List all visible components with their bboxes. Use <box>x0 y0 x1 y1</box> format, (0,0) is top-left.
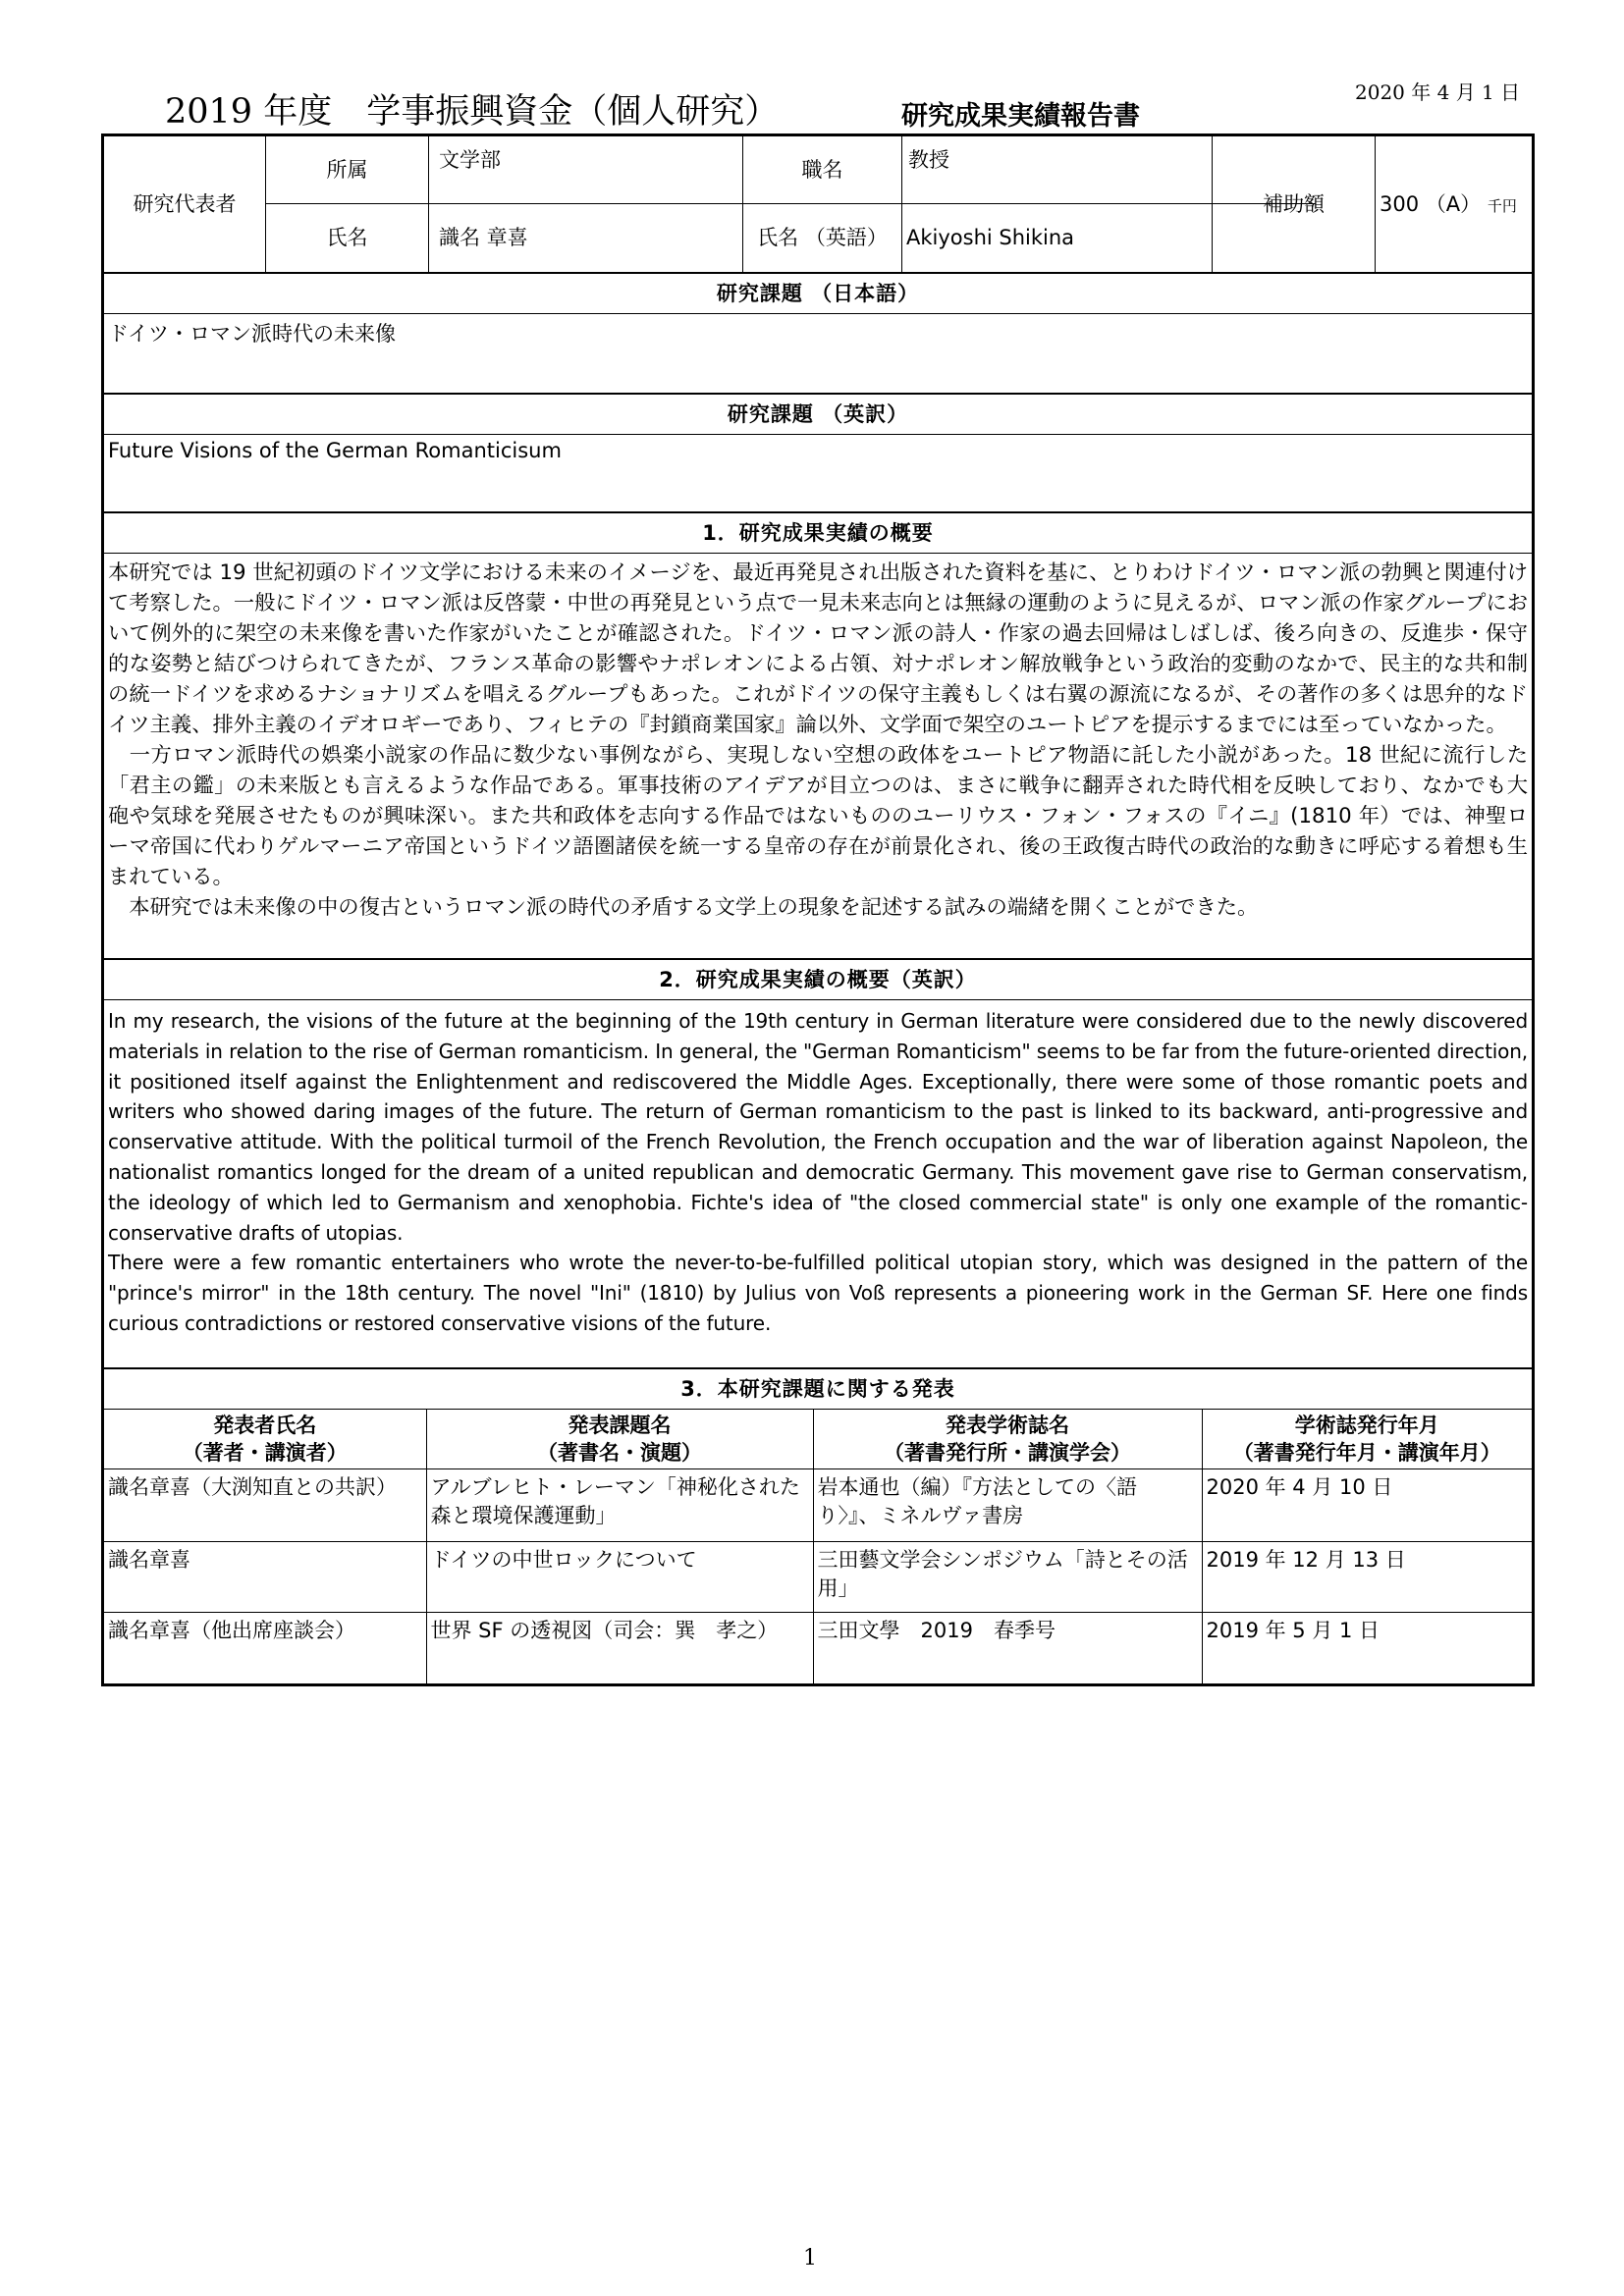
column-header: 発表課題名 （著書名・演題） <box>426 1410 813 1469</box>
grant-value: 300 （A） <box>1380 192 1482 216</box>
publications-header-row <box>104 1410 1532 1469</box>
summary-jp-paragraph: 本研究では 19 世紀初頭のドイツ文学における未来のイメージを、最近再発見され出版された資料を基に、とりわけドイツ・ロマン派の勃興と関連付けて考察した。一般にドイツ・ロマン派は反啓蒙・中世の再発見という点で一見未来志向とは無縁の運動のように見えるが、ロマン派の作家グループにおいて例外的に架空の未来像を書いた作家がいたことが確認された。ドイツ・ロマン派の詩人・作家の過去回帰はしばしば、後ろ向きの、反進歩・保守的な姿勢と結びつけられてきたが、フランス革命の影響やナポレオンによる占領、対ナポレオン解放戦争という政治的変動のなかで、民主的な共和制の統一ドイツを求めるナショナリズムを唱えるグループもあった。これがドイツの保守主義もしくは右翼の源流になるが、その著作の多くは思弁的なドイツ主義、排外主義のイデオロギーであり、フィヒテの『封鎖商業国家』論以外、文学面で架空のユートピアを提示するまでには至っていなかった。 <box>108 561 1528 737</box>
table-cell: 2020 年 4 月 10 日 <box>1202 1469 1532 1542</box>
table-cell: 2019 年 5 月 1 日 <box>1202 1613 1532 1683</box>
topic-jp-body <box>104 314 1532 395</box>
affiliation-label: 所属 <box>265 136 428 203</box>
topic-jp-text: ドイツ・ロマン派時代の未来像 <box>108 322 396 346</box>
table-row <box>104 1542 1532 1613</box>
grant-label: 補助額 <box>1212 136 1375 272</box>
summary-en-paragraph: There were a few romantic entertainers who wrote the never-to-be-fulfilled political utopian story, which was designed in the pattern of the "prince's mirror" in the 18th century. The novel "Ini" (1810) by Julius von Voß represents a pioneering work in the German SF. Here one finds curious contradictions or restored conservative visions of the future. <box>108 1251 1528 1335</box>
summary-en-body <box>104 1000 1532 1369</box>
table-cell: 岩本通也（編）『方法としての〈語り〉』、ミネルヴァ書房 <box>813 1469 1202 1542</box>
table-cell: 2019 年 12 月 13 日 <box>1202 1542 1532 1613</box>
name-label: 氏名 <box>265 204 428 272</box>
summary-jp-heading: 1．研究成果実績の概要 <box>104 513 1532 554</box>
table-cell: 識名章喜 <box>104 1542 426 1613</box>
affiliation-value: 文学部 <box>428 136 742 203</box>
summary-en-paragraph: In my research, the visions of the future at the beginning of the 19th century in German literature were considered due to the newly discovered materials in relation to the rise of German romanticism. In general, the "German Romanticism" seems to be far from the future-oriented direction, it positioned itself against the Enlightenment and rediscovered the Middle Ages. Exceptionally, there were some of those romantic poets and writers who showed daring images of the future. The return of German romanticism to the past is linked to its backward, anti-progressive and conservative attitude. With the political turmoil of the French Revolution, the French occupation and the war of liberation against Napoleon, the nationalist romantics longed for the dream of a united republican and democratic Germany. This movement gave rise to German conservatism, the ideology of which led to Germanism and xenophobia. Fichte's idea of "the closed commercial state" is only one example of the romantic-conservative drafts of utopias. <box>108 1009 1528 1245</box>
column-header: 発表者氏名 （著者・講演者） <box>104 1410 426 1469</box>
report-form <box>101 133 1535 1686</box>
topic-jp-heading: 研究課題 （日本語） <box>104 274 1532 314</box>
researcher-info <box>104 136 1532 274</box>
table-cell: 識名章喜（大渕知直との共訳） <box>104 1469 426 1542</box>
page-title: 2019 年度 学事振興資金（個人研究） <box>165 92 780 132</box>
table-cell: アルブレヒト・レーマン「神秘化された森と環境保護運動」 <box>426 1469 813 1542</box>
page-number: 1 <box>803 2246 817 2270</box>
grant-unit: 千円 <box>1487 197 1517 215</box>
position-value: 教授 <box>901 136 1212 203</box>
publications-heading: 3．本研究課題に関する発表 <box>104 1369 1532 1410</box>
name-value: 識名 章喜 <box>428 204 742 272</box>
page-subtitle: 研究成果実績報告書 <box>901 101 1140 132</box>
table-cell: 世界 SF の透視図（司会：巽 孝之） <box>426 1613 813 1683</box>
publications-table <box>104 1410 1532 1683</box>
summary-en-heading: 2．研究成果実績の概要（英訳） <box>104 960 1532 1000</box>
position-label: 職名 <box>742 136 901 203</box>
summary-jp-paragraph: 一方ロマン派時代の娯楽小説家の作品に数少ない事例ながら、実現しない空想の政体をユートピア物語に託した小説があった。18 世紀に流行した「君主の鑑」の未来版とも言えるような作品である。軍事技術のアイデアが目立つのは、まさに戦争に翻弄された時代相を反映しており、なかでも大砲や気球を発展させたものが興味深い。また共和政体を志向する作品ではないもののユーリウス・フォン・フォスの『イニ』(1810 年）では、神聖ローマ帝国に代わりゲルマーニア帝国というドイツ語圏諸侯を統一する皇帝の存在が前景化され、後の王政復古時代の政治的な動きに呼応する着想も生まれている。 <box>108 743 1528 889</box>
summary-jp-paragraph: 本研究では未来像の中の復古というロマン派の時代の矛盾する文学上の現象を記述する試みの端緒を開くことができた。 <box>108 895 1259 920</box>
column-header: 発表学術誌名 （著書発行所・講演学会） <box>813 1410 1202 1469</box>
name-en-label: 氏名 （英語） <box>742 204 901 272</box>
table-cell: 三田藝文学会シンポジウム「詩とその活用」 <box>813 1542 1202 1613</box>
topic-en-text: Future Visions of the German Romanticisum <box>108 439 562 462</box>
topic-en-heading: 研究課題 （英訳） <box>104 395 1532 435</box>
grant-amount <box>1375 136 1532 272</box>
table-row <box>104 1613 1532 1683</box>
table-cell: 三田文學 2019 春季号 <box>813 1613 1202 1683</box>
table-row <box>104 1469 1532 1542</box>
report-date: 2020 年 4 月 1 日 <box>1355 80 1521 104</box>
column-header: 学術誌発行年月 （著書発行年月・講演年月） <box>1202 1410 1532 1469</box>
representative-label: 研究代表者 <box>133 192 237 216</box>
topic-en-body <box>104 435 1532 513</box>
table-cell: ドイツの中世ロックについて <box>426 1542 813 1613</box>
summary-jp-body <box>104 554 1532 960</box>
table-cell: 識名章喜（他出席座談会） <box>104 1613 426 1683</box>
name-en-value: Akiyoshi Shikina <box>901 204 1212 272</box>
